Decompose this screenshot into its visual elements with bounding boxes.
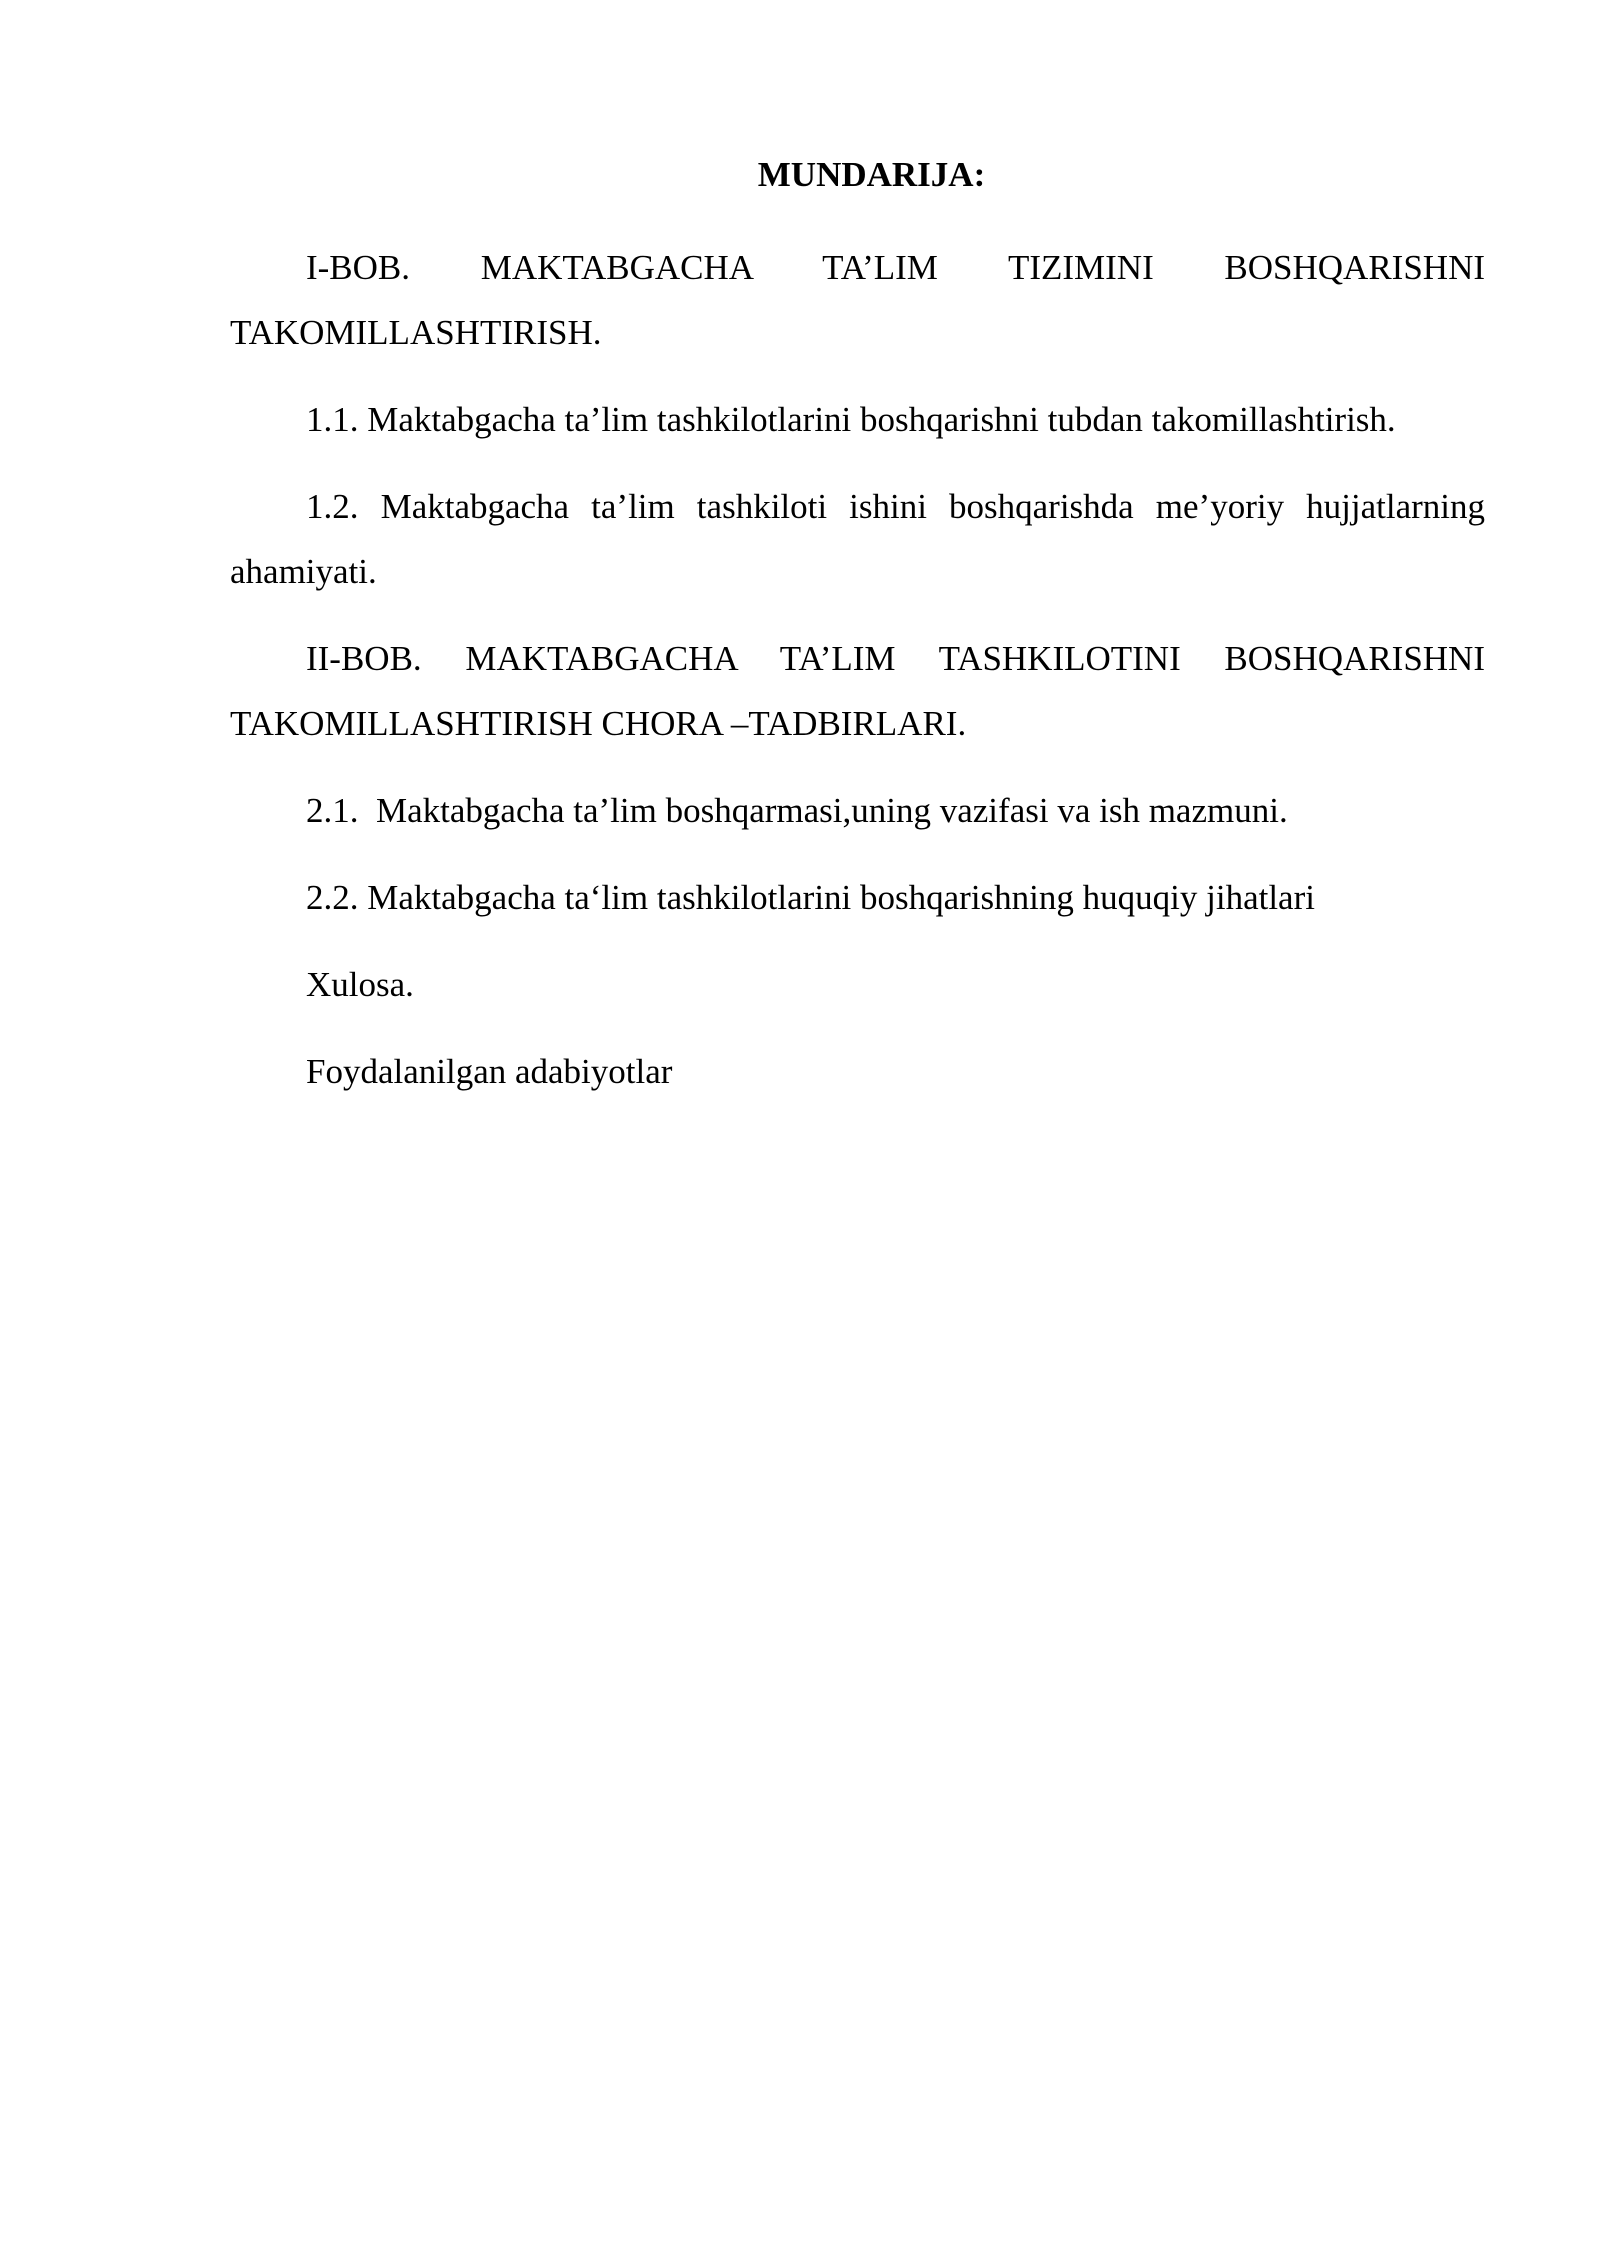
toc-entry-references: Foydalanilgan adabiyotlar	[306, 1052, 673, 1091]
toc-entry-chapter-2: II-BOB. MAKTABGACHA TA’LIM TASHKILOTINI BOSHQARISHNI TAKOMILLASHTIRISH CHORA –TADBIRLARI.	[230, 639, 1494, 743]
toc-entry-section-2-2: 2.2. Maktabgacha ta‘lim tashkilotlarini boshqarishning huquqiy jihatlari	[306, 878, 1315, 917]
page-title: MUNDARIJA:	[757, 155, 986, 194]
toc-entry-section-2-1: 2.1. Maktabgacha ta’lim boshqarmasi,uning vazifasi va ish mazmuni.	[306, 791, 1288, 830]
toc-entry-section-1-2: 1.2. Maktabgacha ta’lim tashkiloti ishini boshqarishda me’yoriy hujjatlarning ahamiyati.	[230, 487, 1494, 591]
toc-entry-chapter-1: I-BOB. MAKTABGACHA TA’LIM TIZIMINI BOSHQARISHNI TAKOMILLASHTIRISH.	[230, 248, 1494, 352]
toc-entry-conclusion: Xulosa.	[306, 965, 414, 1004]
toc-entry-section-1-1: 1.1. Maktabgacha ta’lim tashkilotlarini boshqarishni tubdan takomillashtirish.	[306, 400, 1396, 439]
table-of-contents	[230, 150, 1494, 1126]
